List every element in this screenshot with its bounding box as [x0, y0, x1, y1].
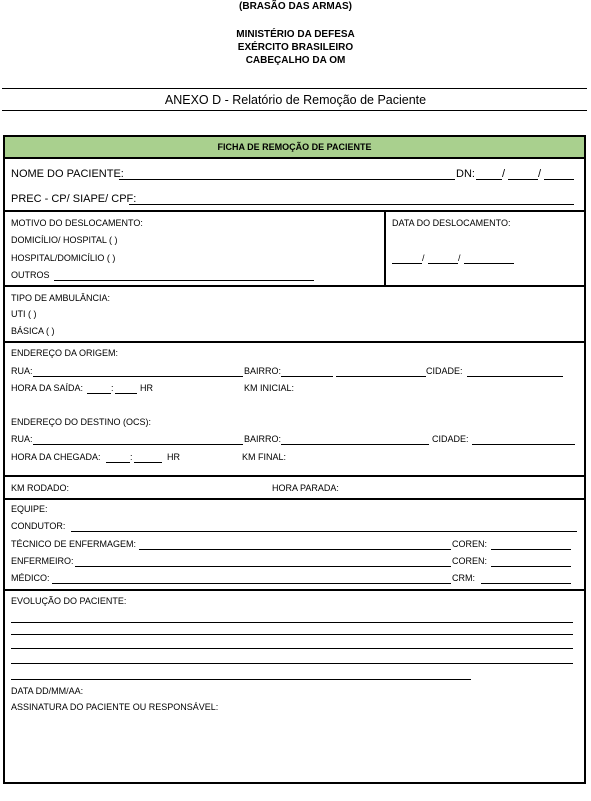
patient-name-label: NOME DO PACIENTE: [11, 168, 124, 180]
technician-coren-label: COREN: [452, 539, 488, 549]
arrival-colon: : [130, 452, 133, 462]
driver-field[interactable] [71, 531, 577, 532]
dn-month-field[interactable] [508, 179, 538, 180]
evolution-date-label: DATA DD/MM/AA: [11, 686, 84, 696]
option-home-hospital[interactable]: DOMICÍLIO/ HOSPITAL ( ) [11, 235, 118, 245]
origin-street-field[interactable] [33, 376, 243, 377]
origin-street-label: RUA: [11, 366, 33, 376]
evolution-line-1[interactable] [11, 622, 573, 623]
arrival-time-label: HORA DA CHEGADA: [11, 452, 101, 462]
transfer-date-year-field[interactable] [464, 263, 514, 264]
arrival-hour-field[interactable] [106, 462, 130, 463]
nurse-label: ENFERMEIRO: [11, 556, 74, 566]
others-field[interactable] [54, 280, 314, 281]
divider-patient [5, 210, 584, 212]
divider-ambulance [5, 341, 584, 343]
origin-district-label: BAIRRO: [244, 366, 282, 376]
evolution-line-2[interactable] [11, 634, 573, 635]
divider-route [5, 475, 584, 477]
destination-street-field[interactable] [33, 444, 243, 445]
doctor-field[interactable] [52, 583, 451, 584]
dn-slash-1: / [502, 168, 506, 180]
evolution-line-4[interactable] [11, 663, 573, 664]
transfer-date-day-field[interactable] [392, 263, 422, 264]
destination-address-label: ENDEREÇO DO DESTINO (OCS): [11, 417, 152, 427]
driver-label: CONDUTOR: [11, 521, 66, 531]
origin-district-field-2[interactable] [336, 376, 426, 377]
prec-field[interactable] [129, 204, 574, 205]
divider-km [5, 498, 584, 500]
prec-label: PREC - CP/ SIAPE/ CPF: [11, 193, 137, 205]
origin-city-field[interactable] [467, 376, 563, 377]
option-uti[interactable]: UTI ( ) [11, 309, 37, 319]
evolution-line-5[interactable] [11, 679, 471, 680]
km-end-label: KM FINAL: [242, 452, 287, 462]
origin-district-field[interactable] [281, 376, 333, 377]
departure-hour-field[interactable] [87, 393, 111, 394]
dn-year-field[interactable] [544, 179, 574, 180]
arrival-hr-label: HR [167, 452, 180, 462]
option-hospital-home[interactable]: HOSPITAL/DOMICÍLIO ( ) [11, 253, 116, 263]
crm-label: CRM: [452, 573, 475, 583]
km-driven-label: KM RODADO: [11, 483, 70, 493]
crm-field[interactable] [481, 583, 571, 584]
destination-city-field[interactable] [472, 444, 575, 445]
divider-team [5, 589, 584, 591]
origin-city-label: CIDADE: [426, 366, 463, 376]
option-basic[interactable]: BÁSICA ( ) [11, 326, 55, 336]
header-divider-bottom [2, 110, 587, 111]
date-slash-1: / [422, 253, 425, 263]
destination-street-label: RUA: [11, 434, 33, 444]
header-divider-top [2, 88, 587, 89]
technician-coren-field[interactable] [491, 549, 571, 550]
km-start-label: KM INICIAL: [244, 383, 295, 393]
dn-day-field[interactable] [476, 179, 502, 180]
departure-time-label: HORA DA SAÍDA: [11, 383, 84, 393]
stop-time-label: HORA PARADA: [272, 483, 339, 493]
departure-hr-label: HR [140, 383, 153, 393]
dn-label: DN: [456, 168, 475, 180]
patient-name-field[interactable] [119, 179, 455, 180]
date-slash-2: / [458, 253, 461, 263]
nursing-technician-label: TÉCNICO DE ENFERMAGEM: [11, 539, 137, 549]
divider-transfer [5, 285, 584, 287]
ambulance-type-label: TIPO DE AMBULÂNCIA: [11, 293, 111, 303]
signature-label: ASSINATURA DO PACIENTE OU RESPONSÁVEL: [11, 702, 219, 712]
army-line: EXÉRCITO BRASILEIRO [237, 42, 354, 53]
destination-district-label: BAIRRO: [244, 434, 282, 444]
transfer-reason-label: MOTIVO DO DESLOCAMENTO: [11, 218, 143, 228]
dn-slash-2: / [538, 168, 542, 180]
patient-evolution-label: EVOLUÇÃO DO PACIENTE: [11, 596, 127, 606]
nurse-coren-field[interactable] [491, 566, 571, 567]
team-label: EQUIPE: [11, 504, 48, 514]
om-header-line: CABEÇALHO DA OM [245, 55, 346, 66]
patient-transfer-form [3, 135, 586, 784]
form-title: FICHA DE REMOÇÃO DE PACIENTE [5, 137, 584, 159]
destination-district-field[interactable] [281, 444, 429, 445]
option-others: OUTROS [11, 270, 50, 280]
nurse-coren-label: COREN: [452, 556, 488, 566]
arrival-minute-field[interactable] [134, 462, 162, 463]
coat-of-arms-placeholder: (BRASÃO DAS ARMAS) [239, 1, 352, 12]
transfer-date-month-field[interactable] [428, 263, 458, 264]
doctor-label: MÉDICO: [11, 573, 50, 583]
transfer-date-label: DATA DO DESLOCAMENTO: [392, 218, 511, 228]
departure-colon: : [111, 383, 114, 393]
origin-address-label: ENDEREÇO DA ORIGEM: [11, 348, 119, 358]
nursing-technician-field[interactable] [139, 549, 451, 550]
evolution-line-3[interactable] [11, 648, 573, 649]
departure-minute-field[interactable] [115, 393, 137, 394]
transfer-column-divider [384, 210, 386, 285]
nurse-field[interactable] [75, 566, 451, 567]
ministry-line: MINISTÉRIO DA DEFESA [236, 29, 355, 40]
destination-city-label: CIDADE: [432, 434, 469, 444]
annex-title: ANEXO D - Relatório de Remoção de Paciente [164, 93, 427, 107]
